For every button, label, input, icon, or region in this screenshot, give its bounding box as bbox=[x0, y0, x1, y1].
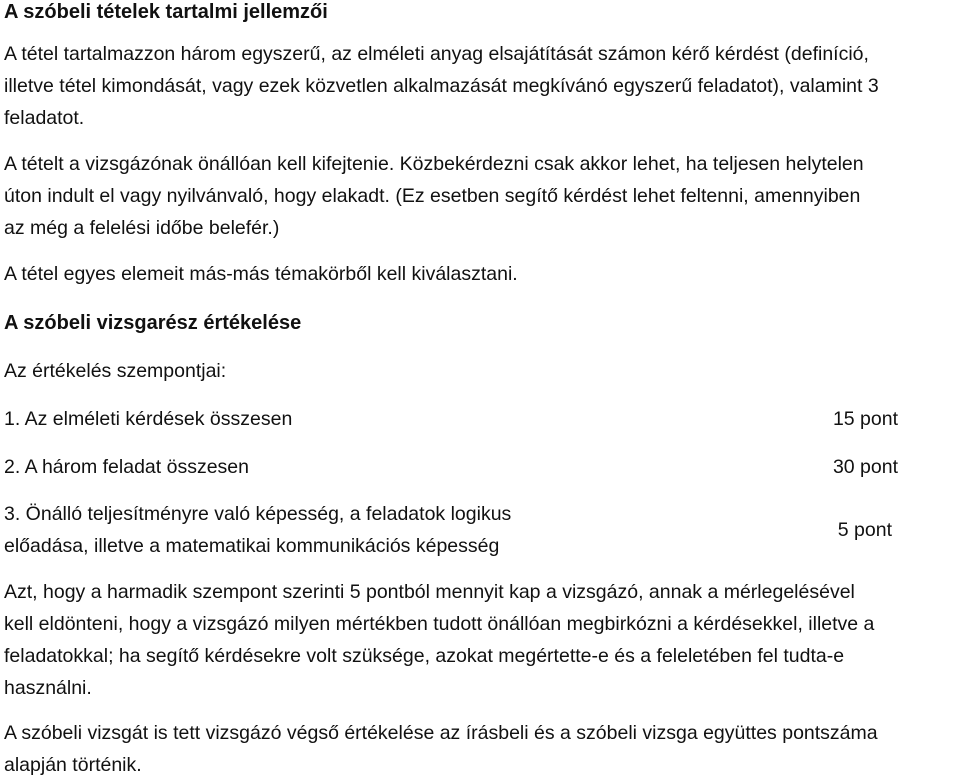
criteria-label: 3. Önálló teljesítményre való képesség, a feladatok logikus bbox=[4, 503, 512, 525]
paragraph-line: A tételt a vizsgázónak önállóan kell kifejtenie. Közbekérdezni csak akkor lehet, ha teljesen helytelen bbox=[4, 153, 864, 175]
criteria-points: 5 pont bbox=[837, 519, 892, 541]
paragraph-line: Azt, hogy a harmadik szempont szerinti 5 pontból mennyit kap a vizsgázó, annak a mérlegelésével bbox=[4, 581, 855, 603]
paragraph-line: feladatot. bbox=[4, 107, 85, 129]
criteria-intro: Az értékelés szempontjai: bbox=[4, 360, 227, 382]
paragraph-line: A szóbeli vizsgát is tett vizsgázó végső értékelése az írásbeli és a szóbeli vizsga együttes pontszáma bbox=[4, 722, 878, 744]
paragraph-line: kell eldönteni, hogy a vizsgázó milyen mértékben tudott önállóan megbirkózni a kérdésekkel, illetve a bbox=[4, 613, 875, 635]
paragraph-line: illetve tétel kimondását, vagy ezek közvetlen alkalmazását megkívánó egyszerű feladatot), valamint 3 bbox=[4, 75, 879, 97]
paragraph-line: úton indult el vagy nyilvánvaló, hogy elakadt. (Ez esetben segítő kérdést lehet feltenni, amennyiben bbox=[4, 185, 861, 207]
criteria-label: 2. A három feladat összesen bbox=[4, 456, 249, 478]
paragraph-line: feladatokkal; ha segítő kérdésekre volt szüksége, azokat megértette-e és a feleletében fel tudta-e bbox=[4, 645, 845, 667]
criteria-label: 1. Az elméleti kérdések összesen bbox=[4, 408, 293, 430]
section-heading-oral-items: A szóbeli tételek tartalmi jellemzői bbox=[4, 1, 328, 23]
paragraph-topic-selection: A tétel egyes elemeit más-más témakörből kell kiválasztani. bbox=[4, 263, 518, 285]
paragraph-line: A tétel tartalmazzon három egyszerű, az elméleti anyag elsajátítását számon kérő kérdést (definíció, bbox=[4, 43, 869, 65]
document-page bbox=[4, 0, 958, 777]
criteria-points: 15 pont bbox=[832, 408, 898, 430]
paragraph-line: az még a felelési időbe belefér.) bbox=[4, 217, 280, 239]
criteria-points: 30 pont bbox=[832, 456, 898, 478]
paragraph-line: használni. bbox=[4, 677, 92, 699]
section-heading-evaluation: A szóbeli vizsgarész értékelése bbox=[4, 312, 302, 334]
criteria-label: előadása, illetve a matematikai kommunikációs képesség bbox=[4, 535, 500, 557]
paragraph-line: alapján történik. bbox=[4, 754, 142, 776]
